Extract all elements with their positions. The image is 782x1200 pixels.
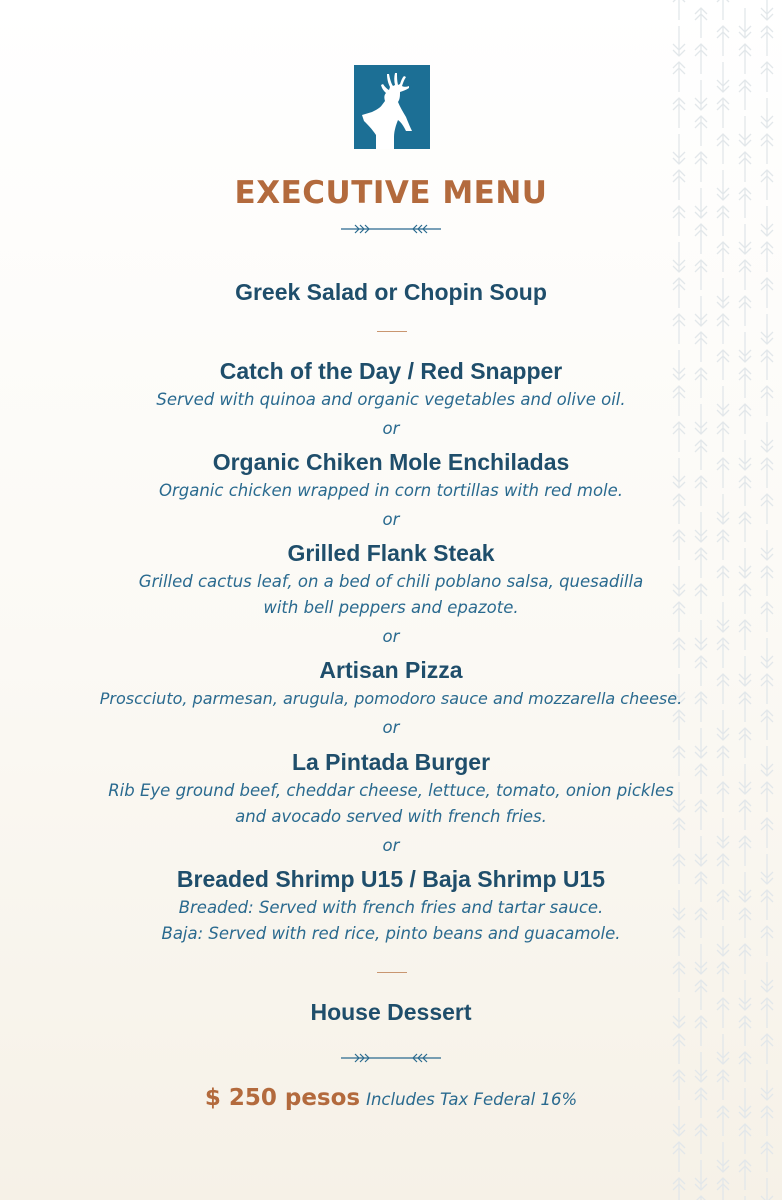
- arrow-ornament-icon: [341, 222, 441, 236]
- price: $ 250 pesos: [204, 1085, 361, 1111]
- main-dish-description: Rib Eye ground beef, cheddar cheese, lettuce, tomato, onion pickles: [108, 781, 674, 800]
- or-separator: or: [382, 836, 400, 855]
- or-separator: or: [382, 718, 400, 737]
- main-dish-description: Served with quinoa and organic vegetables and olive oil.: [156, 390, 626, 409]
- deer-head-icon: [354, 65, 430, 149]
- or-separator: or: [382, 510, 400, 529]
- main-dish-description: Baja: Served with red rice, pinto beans and guacamole.: [161, 924, 621, 943]
- dessert-dish: House Dessert: [310, 999, 472, 1025]
- main-dish-description: with bell peppers and epazote.: [263, 598, 519, 617]
- price-line: [0, 1085, 782, 1111]
- main-dish-name: Grilled Flank Steak: [287, 540, 495, 566]
- main-dish-description: and avocado served with french fries.: [235, 807, 547, 826]
- main-dish-name: Artisan Pizza: [319, 657, 463, 683]
- main-dish-name: Organic Chiken Mole Enchiladas: [212, 449, 570, 475]
- arrow-ornament-icon: [341, 1051, 441, 1065]
- or-separator: or: [382, 627, 400, 646]
- main-dish-description: Proscciuto, parmesan, arugula, pomodoro sauce and mozzarella cheese.: [99, 689, 683, 708]
- tax-note: Includes Tax Federal 16%: [366, 1090, 578, 1109]
- main-dish-name: La Pintada Burger: [291, 749, 491, 775]
- main-dish-description: Organic chicken wrapped in corn tortillas with red mole.: [158, 481, 624, 500]
- main-dish-description: Breaded: Served with french fries and tartar sauce.: [178, 898, 604, 917]
- main-dish-name: Breaded Shrimp U15 / Baja Shrimp U15: [176, 866, 606, 892]
- or-separator: or: [382, 419, 400, 438]
- starter-dish: Greek Salad or Chopin Soup: [235, 279, 547, 305]
- main-dish-name: Catch of the Day / Red Snapper: [219, 358, 563, 384]
- section-divider: [377, 331, 407, 332]
- main-dish-description: Grilled cactus leaf, on a bed of chili poblano salsa, quesadilla: [138, 572, 644, 591]
- section-divider: [377, 972, 407, 973]
- menu-title: EXECUTIVE MENU: [234, 175, 548, 211]
